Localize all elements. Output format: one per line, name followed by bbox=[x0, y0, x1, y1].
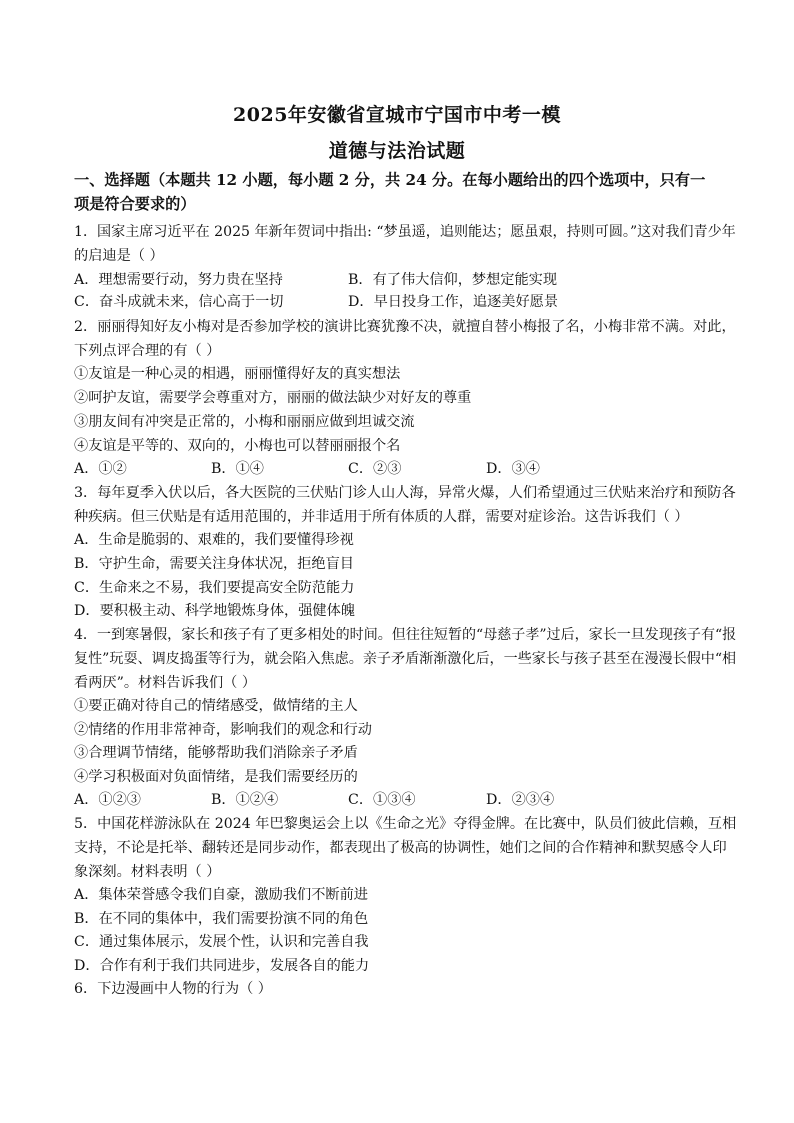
q2-option-d: D．③④ bbox=[486, 461, 540, 477]
q4-option-a: A．①②③ bbox=[74, 792, 141, 808]
q3-option-d: D．要积极主动、科学地锻炼身体，强健体魄 bbox=[74, 603, 355, 619]
q5-option-c: C．通过集体展示，发展个性，认识和完善自我 bbox=[74, 934, 369, 950]
q2-item-3: ③朋友间有冲突是正常的，小梅和丽丽应做到坦诚交流 bbox=[74, 414, 415, 430]
q6-stem: 6．下边漫画中人物的行为（ ） bbox=[74, 981, 272, 997]
q2-option-a: A．①② bbox=[74, 461, 127, 477]
q3-option-a: A．生命是脆弱的、艰难的，我们要懂得珍视 bbox=[74, 532, 354, 548]
q4-stem: 4．一到寒暑假，家长和孩子有了更多相处的时间。但往往短暂的“母慈子孝”过后，家长一旦发现孩子有“报 bbox=[74, 627, 737, 643]
q5-stem-cont: 支持，不论是托举、翻转还是同步动作，都表现出了极高的协调性，她们之间的合作精神和默契感令人印 bbox=[74, 840, 727, 856]
q4-stem-cont: 复性”玩耍、调皮捣蛋等行为，就会陷入焦虑。亲子矛盾渐渐激化后，一些家长与孩子甚至在漫漫长假中“相 bbox=[74, 651, 737, 667]
q5-stem: 5．中国花样游泳队在 2024 年巴黎奥运会上以《生命之光》夺得金牌。在比赛中，队员们彼此信赖，互相 bbox=[74, 816, 737, 832]
q2-option-c: C．②③ bbox=[348, 461, 402, 477]
q4-item-2: ②情绪的作用非常神奇，影响我们的观念和行动 bbox=[74, 722, 372, 738]
q4-item-1: ①要正确对待自己的情绪感受，做情绪的主人 bbox=[74, 698, 358, 714]
section-heading: 一、选择题（本题共 12 小题，每小题 2 分，共 24 分。在每小题给出的四个选项中，只有一 bbox=[74, 171, 706, 189]
q3-stem: 3．每年夏季入伏以后，各大医院的三伏贴门诊人山人海，异常火爆，人们希望通过三伏贴来治疗和预防各 bbox=[74, 485, 736, 501]
q5-stem-cont-2: 象深刻。材料表明（ ） bbox=[74, 864, 221, 880]
q1-option-d: D．早日投身工作，追逐美好愿景 bbox=[348, 294, 559, 310]
q5-option-d: D．合作有利于我们共同进步，发展各自的能力 bbox=[74, 958, 370, 974]
q1-stem-cont: 的启迪是（ ） bbox=[74, 248, 164, 264]
q2-item-4: ④友谊是平等的、双向的，小梅也可以替丽丽报个名 bbox=[74, 438, 401, 454]
q4-stem-cont-2: 看两厌”。材料告诉我们（ ） bbox=[74, 675, 257, 691]
q5-option-b: B．在不同的集体中，我们需要扮演不同的角色 bbox=[74, 911, 369, 927]
q2-stem-cont: 下列点评合理的有（ ） bbox=[74, 343, 221, 359]
q1-stem: 1．国家主席习近平在 2025 年新年贺词中指出: “梦虽遥，追则能达；愿虽艰，持则可圆。”这对我们青少年 bbox=[74, 224, 736, 240]
q5-option-a: A．集体荣誉感令我们自豪，激励我们不断前进 bbox=[74, 887, 368, 903]
q2-stem: 2．丽丽得知好友小梅对是否参加学校的演讲比赛犹豫不决，就擅自替小梅报了名，小梅非常不满。对此， bbox=[74, 319, 736, 335]
q3-stem-cont: 种疾病。但三伏贴是有适用范围的，并非适用于所有体质的人群，需要对症诊治。这告诉我们（ ） bbox=[74, 509, 689, 525]
q1-option-c: C．奋斗成就未来，信心高于一切 bbox=[74, 294, 284, 310]
q1-option-b: B．有了伟大信仰，梦想定能实现 bbox=[348, 272, 558, 288]
q1-option-a: A．理想需要行动，努力贵在坚持 bbox=[74, 272, 283, 288]
q2-item-2: ②呵护友谊，需要学会尊重对方，丽丽的做法缺少对好友的尊重 bbox=[74, 390, 472, 406]
section-heading-cont: 项是符合要求的） bbox=[74, 195, 196, 213]
q3-option-c: C．生命来之不易，我们要提高安全防范能力 bbox=[74, 580, 355, 596]
q2-item-1: ①友谊是一种心灵的相遇，丽丽懂得好友的真实想法 bbox=[74, 366, 401, 382]
q4-item-3: ③合理调节情绪，能够帮助我们消除亲子矛盾 bbox=[74, 745, 358, 761]
q4-option-d: D．②③④ bbox=[486, 792, 555, 808]
exam-subtitle: 道德与法治试题 bbox=[328, 140, 466, 162]
q4-option-b: B．①②④ bbox=[211, 792, 279, 808]
q3-option-b: B．守护生命，需要关注身体状况，拒绝盲目 bbox=[74, 556, 354, 572]
q4-option-c: C．①③④ bbox=[348, 792, 416, 808]
q4-item-4: ④学习积极面对负面情绪，是我们需要经历的 bbox=[74, 769, 358, 785]
exam-title: 2025年安徽省宣城市宁国市中考一模 bbox=[233, 104, 561, 126]
q2-option-b: B．①④ bbox=[211, 461, 264, 477]
